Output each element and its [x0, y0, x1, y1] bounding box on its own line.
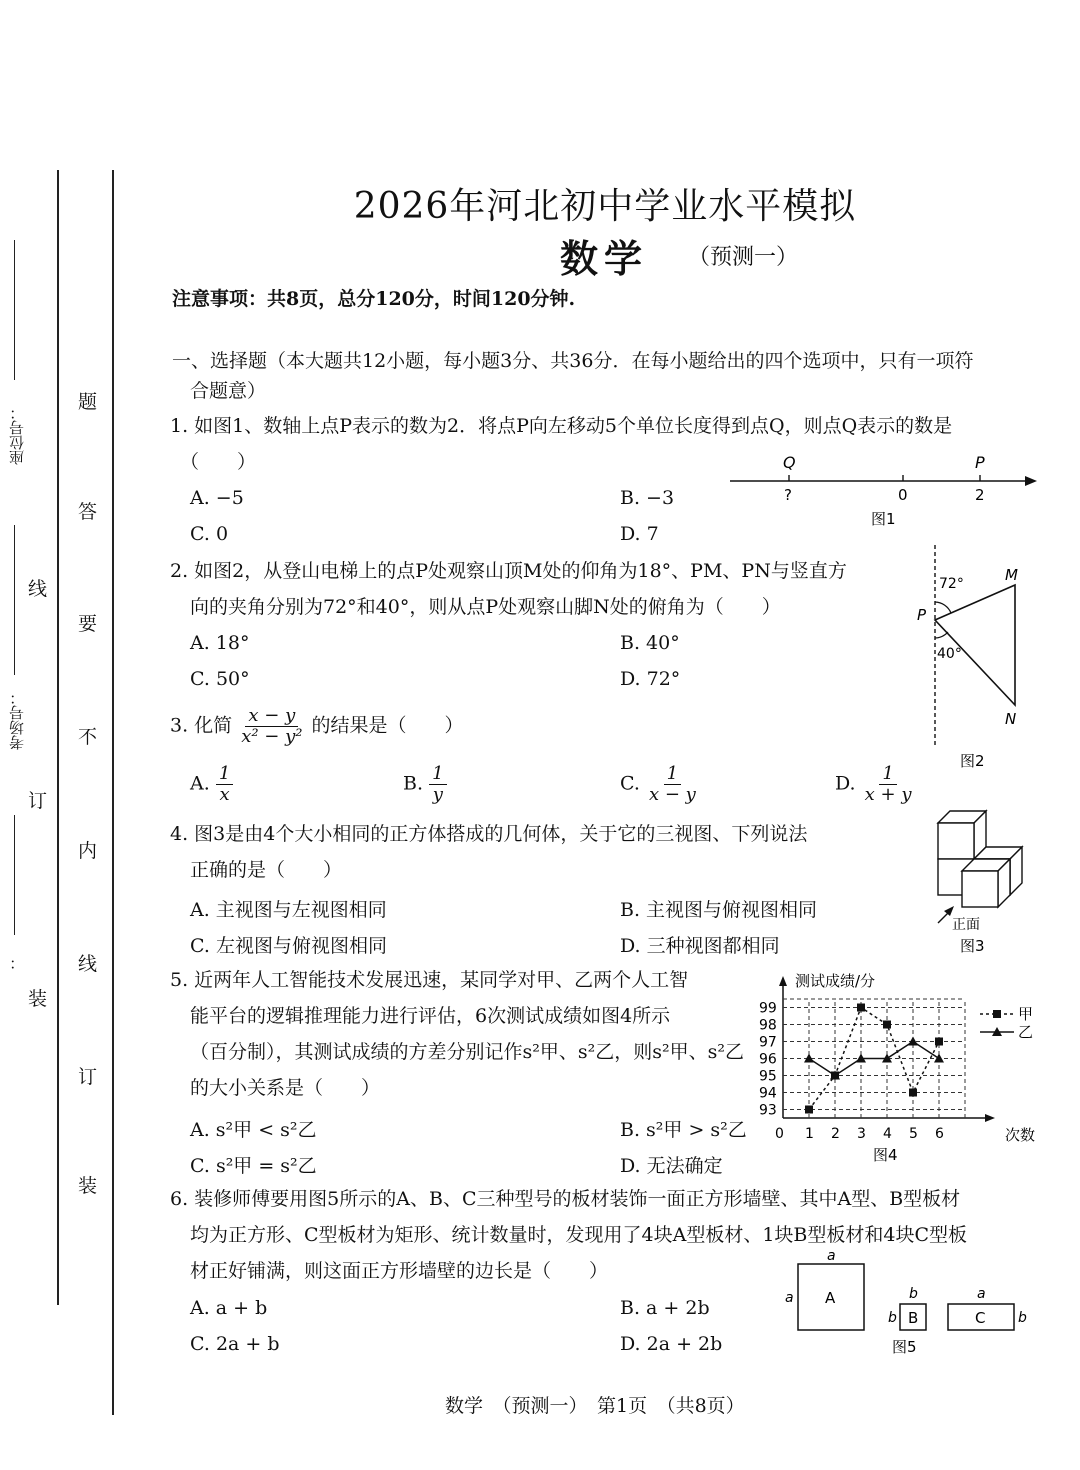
binding-word-2: 订	[28, 790, 48, 812]
q5-stem-3: （百分制），其测试成绩的方差分别记作s²甲、s²乙，则s²甲、s²乙	[190, 1041, 744, 1063]
q3-a-frac	[216, 764, 233, 805]
q3-option-d[interactable]	[835, 764, 915, 805]
inner-word-1: 题	[78, 391, 98, 413]
q1-option-c[interactable]: C. 0	[190, 523, 229, 545]
q1-stem: 1. 如图1、数轴上点P表示的数为2．将点P向左移动5个单位长度得到点Q，则点Q表示的数是	[170, 415, 953, 437]
figure-4-chart	[750, 968, 1060, 1163]
binding-line-inner	[112, 170, 114, 1415]
chart-xtick: 5	[909, 1126, 918, 1142]
q1-option-b[interactable]: B. −3	[620, 487, 675, 509]
inner-word-8: 装	[78, 1175, 98, 1197]
binding-word-3: 装	[28, 988, 48, 1010]
q2-option-d[interactable]: D. 72°	[620, 668, 681, 690]
q5-option-c[interactable]: C. s²甲 = s²乙	[190, 1155, 317, 1177]
figure-2-mountain	[905, 540, 1045, 775]
fig3-front-label: 正面	[952, 917, 980, 933]
q4-option-d[interactable]: D. 三种视图都相同	[620, 935, 780, 957]
inner-word-2: 答	[78, 501, 98, 523]
fig5-a-name: A	[825, 1289, 836, 1307]
chart-point-jia	[935, 1038, 943, 1046]
chart-xtick: 4	[883, 1126, 892, 1142]
chart-title: 测试成绩/分	[795, 972, 876, 990]
q4-stem-2: 正确的是（ ）	[190, 859, 343, 881]
q1-option-a[interactable]: A. −5	[190, 487, 244, 509]
q3-c-num: 1	[664, 764, 681, 785]
q3-b-num: 1	[429, 764, 446, 785]
q6-stem-3: 材正好铺满，则这面正方形墙壁的边长是（ ）	[190, 1260, 609, 1282]
q6-option-d[interactable]: D. 2a + 2b	[620, 1333, 723, 1355]
fig1-label-p: P	[975, 453, 985, 472]
exam-label: 考场号：	[8, 690, 26, 750]
q3-frac-num: x − y	[245, 706, 298, 727]
chart-legend-marker-0	[993, 1010, 1001, 1018]
fig5-c-right: b	[1018, 1310, 1027, 1326]
fig2-caption: 图2	[960, 752, 985, 770]
chart-caption: 图4	[873, 1146, 898, 1163]
fig3-caption: 图3	[960, 937, 985, 955]
binding-word-1: 线	[28, 578, 48, 600]
q6-option-a[interactable]: A. a + b	[190, 1297, 268, 1319]
chart-point-jia	[909, 1089, 917, 1097]
fig1-label-q: Q	[783, 453, 796, 472]
q3-suffix: 的结果是（ ）	[311, 714, 464, 737]
q5-stem-4: 的大小关系是（ ）	[190, 1077, 381, 1099]
exam-field-line	[14, 525, 15, 675]
exam-title: 2026年河北初中学业水平模拟	[353, 186, 857, 227]
q3-option-c[interactable]	[620, 764, 699, 805]
q3-b-den: y	[432, 783, 443, 805]
q3-c-den: x − y	[648, 783, 696, 805]
chart-legend-label-1: 乙	[1018, 1023, 1034, 1041]
edition-label: （预测一）	[688, 245, 799, 270]
fig1-tick-2: 2	[975, 486, 985, 504]
chart-ytick: 96	[759, 1051, 777, 1068]
fig5-a-left: a	[785, 1290, 794, 1306]
q4-option-c[interactable]: C. 左视图与俯视图相同	[190, 935, 387, 957]
q2-stem-2: 向的夹角分别为72°和40°，则从点P处观察山脚N处的俯角为（ ）	[190, 596, 781, 618]
chart-xtick: 2	[831, 1126, 840, 1142]
chart-ytick: 94	[759, 1085, 777, 1102]
chart-xtick: 6	[935, 1126, 944, 1142]
binding-line-outer	[57, 170, 59, 1305]
figure-1-number-line	[725, 450, 1045, 530]
inner-word-4: 不	[78, 726, 98, 748]
fig5-caption: 图5	[892, 1338, 917, 1356]
chart-xtick: 1	[805, 1126, 814, 1142]
chart-x-arrow	[985, 1114, 995, 1122]
q2-option-a[interactable]: A. 18°	[190, 632, 250, 654]
seat-label: 座位号：	[8, 405, 26, 465]
fig2-label-p: P	[917, 606, 927, 624]
q1-bracket: （ ）	[180, 451, 257, 473]
chart-xtick: 3	[857, 1126, 866, 1142]
q3-a-label: A.	[190, 772, 210, 795]
q6-stem: 6. 装修师傅要用图5所示的A、B、C三种型号的板材装饰一面正方形墙壁、其中A型、B型板材	[170, 1188, 961, 1210]
chart-point-jia	[857, 1004, 865, 1012]
q3-d-frac	[862, 764, 915, 805]
q5-stem-2: 能平台的逻辑推理能力进行评估，6次测试成绩如图4所示	[190, 1005, 671, 1027]
chart-ytick: 93	[759, 1102, 777, 1119]
section1-heading: 一、选择题（本大题共12小题，每小题3分、共36分．在每小题给出的四个选项中，只有一项符	[172, 350, 974, 372]
subject-title: 数学	[560, 236, 649, 281]
fig1-tick-0: 0	[898, 486, 908, 504]
seat-field-line	[14, 240, 15, 380]
q5-option-d[interactable]: D. 无法确定	[620, 1155, 723, 1177]
fig5-a-top: a	[827, 1248, 836, 1264]
chart-legend-label-0: 甲	[1018, 1005, 1034, 1023]
chart-point-jia	[805, 1106, 813, 1114]
q3-frac-den: x² − y²	[241, 725, 303, 747]
chart-xlabel: 次数	[1005, 1126, 1036, 1144]
q4-option-b[interactable]: B. 主视图与俯视图相同	[620, 899, 818, 921]
q3-d-num: 1	[879, 764, 896, 785]
q3-b-frac	[429, 764, 446, 805]
q6-option-c[interactable]: C. 2a + b	[190, 1333, 280, 1355]
inner-word-7: 订	[78, 1066, 98, 1088]
q3-a-num: 1	[216, 764, 233, 785]
section1-heading-2: 合题意）	[190, 380, 267, 402]
chart-ytick: 98	[759, 1017, 777, 1034]
q3-fraction	[238, 706, 305, 747]
chart-xtick: 0	[775, 1126, 784, 1142]
fig2-label-m: M	[1005, 566, 1018, 584]
q6-stem-2: 均为正方形、C型板材为矩形、统计数量时，发现用了4块A型板材、1块B型板材和4块C型板	[190, 1224, 968, 1246]
page-footer: 数学 （预测一） 第1页 （共8页）	[445, 1395, 745, 1417]
q3-option-b[interactable]	[403, 764, 447, 805]
fig5-b-left: b	[888, 1310, 897, 1326]
q3-option-a[interactable]	[190, 764, 233, 805]
fig5-c-name: C	[975, 1309, 986, 1327]
figure-5-boards	[780, 1248, 1040, 1360]
chart-ytick: 99	[759, 1000, 777, 1017]
inner-word-5: 内	[78, 840, 98, 862]
q2-option-b[interactable]: B. 40°	[620, 632, 680, 654]
q1-option-d[interactable]: D. 7	[620, 523, 659, 545]
q2-option-c[interactable]: C. 50°	[190, 668, 250, 690]
q3-a-den: x	[219, 783, 230, 805]
q6-option-b[interactable]: B. a + 2b	[620, 1297, 710, 1319]
chart-point-jia	[883, 1021, 891, 1029]
chart-y-arrow	[779, 976, 787, 986]
q2-stem: 2. 如图2，从登山电梯上的点P处观察山顶M处的仰角为18°、PM、PN与竖直方	[170, 560, 847, 582]
fig5-c-top: a	[977, 1286, 986, 1302]
q3-stem	[170, 706, 464, 747]
name-field-line	[14, 815, 15, 935]
q4-stem: 4. 图3是由4个大小相同的正方体搭成的几何体，关于它的三视图、下列说法	[170, 823, 808, 845]
chart-ytick: 97	[759, 1034, 777, 1051]
figure-3-cubes	[930, 805, 1030, 960]
q3-d-label: D.	[835, 772, 856, 795]
q5-option-a[interactable]: A. s²甲 < s²乙	[190, 1119, 317, 1141]
chart-ytick: 95	[759, 1068, 777, 1085]
name-colon: ：	[8, 955, 26, 970]
q3-c-label: C.	[620, 772, 640, 795]
inner-word-6: 线	[78, 953, 98, 975]
q4-option-a[interactable]: A. 主视图与左视图相同	[190, 899, 387, 921]
q3-prefix: 3. 化简	[170, 714, 233, 737]
q5-stem: 5. 近两年人工智能技术发展迅速，某同学对甲、乙两个人工智	[170, 969, 689, 991]
fig5-b-name: B	[908, 1309, 919, 1327]
inner-word-3: 要	[78, 613, 98, 635]
q3-b-label: B.	[403, 772, 424, 795]
fig2-label-n: N	[1005, 710, 1017, 728]
q5-option-b[interactable]: B. s²甲 > s²乙	[620, 1119, 747, 1141]
fig1-tick-q: ?	[784, 486, 792, 504]
q3-c-frac	[646, 764, 699, 805]
chart-point-yi	[934, 1054, 944, 1063]
notice: 注意事项：共8页，总分120分，时间120分钟.	[172, 288, 576, 310]
fig1-caption: 图1	[871, 510, 896, 528]
fig5-b-top: b	[909, 1286, 918, 1302]
q3-d-den: x + y	[864, 783, 912, 805]
fig2-angle-40: 40°	[937, 646, 962, 662]
fig2-angle-72: 72°	[939, 576, 964, 592]
